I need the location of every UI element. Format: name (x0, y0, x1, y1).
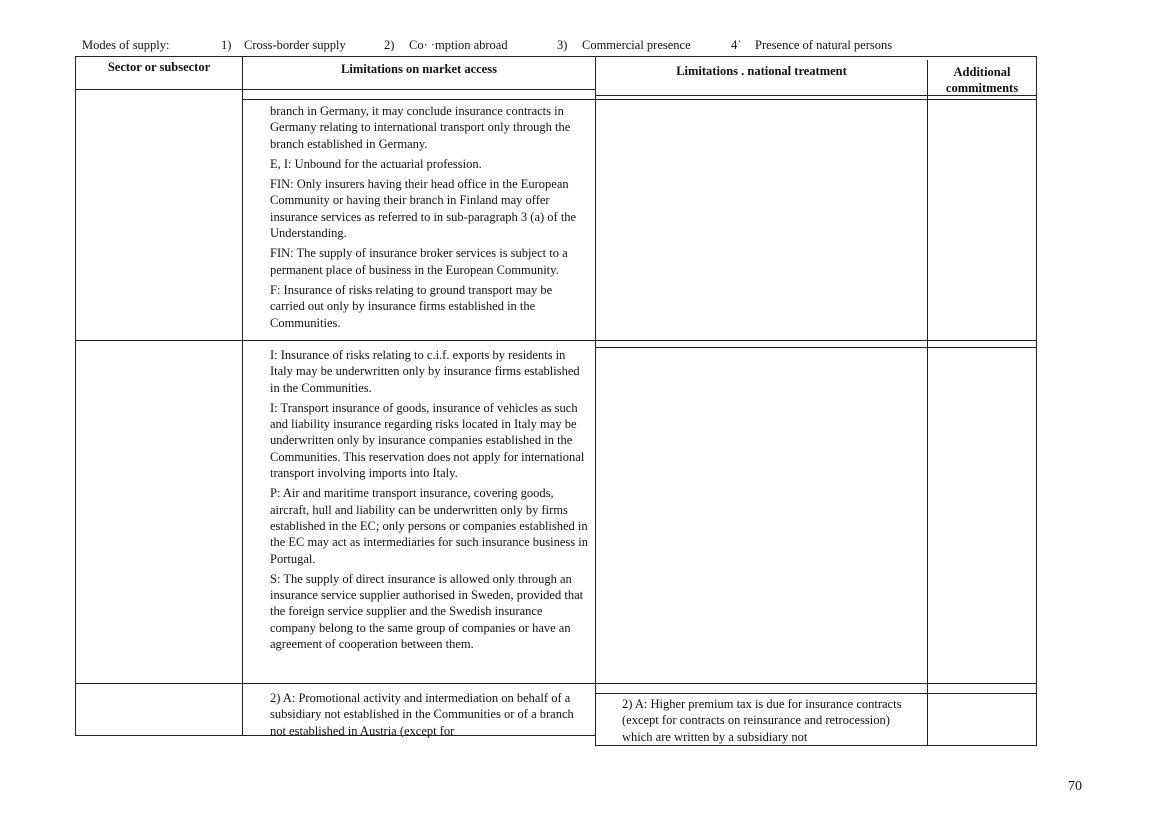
row-1-entry: branch in Germany, it may conclude insurance contracts in Germany relating to international transport only through the branch established in Germany. (270, 104, 571, 151)
col-divider-1 (242, 56, 243, 736)
row-3-entry: 2) A: Promotional activity and intermediation on behalf of a subsidiary not established in the Communities or of a branch not established in Austria (except for (270, 691, 574, 738)
modes-of-supply (82, 38, 922, 58)
mode-2-num: 2) (384, 38, 395, 52)
row-2-entry: S: The supply of direct insurance is allowed only through an insurance service supplier authorised in Sweden, provided that the foreign service supplier and the Swedish insurance company belong to the same group of companies or have an agreement of cooperation between them. (270, 571, 584, 652)
col-right-border (1036, 56, 1037, 746)
col-divider-3 (927, 60, 928, 746)
mode-1-text: Cross-border supply (244, 38, 346, 52)
row-2-top-rule (595, 347, 1036, 348)
header-market-access: Limitations on nıarket access (341, 62, 497, 76)
mode-4-num: 4ʾ (731, 38, 742, 52)
modes-label: Modes of supply: (82, 38, 170, 52)
mode-1-num: 1) (221, 38, 232, 52)
row-2-entry: I: Transport insurance of goods, insurance of vehicles as such and liability insurance regarding risks located in Italy may be underwritten only by insurance companies established in the Communities. This reservation does not apply for international transport involving imports into Italy. (270, 400, 585, 481)
header-additional: Additional commitments (945, 65, 1019, 95)
mode-4-text: Presence of natural persons (755, 38, 893, 52)
row-3-market-access (270, 690, 588, 743)
row-3-nt-entry: 2) A: Higher premium tax is due for insurance contracts (except for contracts on reinsurance and retrocession) which are written by a subsidiary not (622, 697, 902, 744)
col-divider-2 (595, 56, 596, 746)
row-1-market-access (270, 103, 588, 335)
row-1-entry: E, I: Unbound for the actuarial profession. (270, 156, 482, 171)
row-2-entry: I: Insurance of risks relating to c.i.f. exports by residents in Italy may be underwritten only by insurance firms established in the Communities. (270, 348, 580, 395)
mode-3-num: 3) (557, 38, 568, 52)
header-national-treatment: Limitations . national treatment (676, 64, 847, 78)
row-1-entry: FIN: The supply of insurance broker services is subject to a permanent place of business in the European Community. (270, 246, 568, 277)
row-1-entry: F: Insurance of risks relating to ground transport may be carried out only by insurance firms established in the Communities. (270, 282, 553, 330)
header-top-rule (75, 56, 1036, 57)
page-number: 70 (1068, 779, 1082, 794)
row-1-bottom-rule (75, 340, 1036, 341)
header-sector: Sector or subsector (107, 60, 211, 74)
header-bottom-rule (75, 89, 595, 90)
row-1-top-rule (242, 99, 1036, 100)
row-2-entry: P: Air and maritime transport insurance, covering goods, aircraft, hull and liability can be underwritten only by firms established in the EC; only persons or companies established in the EC may act as intermediaries for such insurance business in Portugal. (270, 486, 588, 566)
mode-3-text: Commercial presence (582, 38, 691, 52)
row-3-top-rule (595, 693, 1036, 694)
row-2-market-access (270, 347, 588, 656)
row-1-entry: FIN: Only insurers having their head office in the European Community or having their branch in Finland may offer insurance services as referred to in sub-paragraph 3 (a) of the Understanding. (270, 177, 577, 241)
row-3-national-treatment (622, 696, 912, 749)
mode-2-text: Co· ·mption abroad (409, 38, 508, 52)
col-left-border (75, 56, 76, 736)
row-2-bottom-rule (75, 683, 1036, 684)
